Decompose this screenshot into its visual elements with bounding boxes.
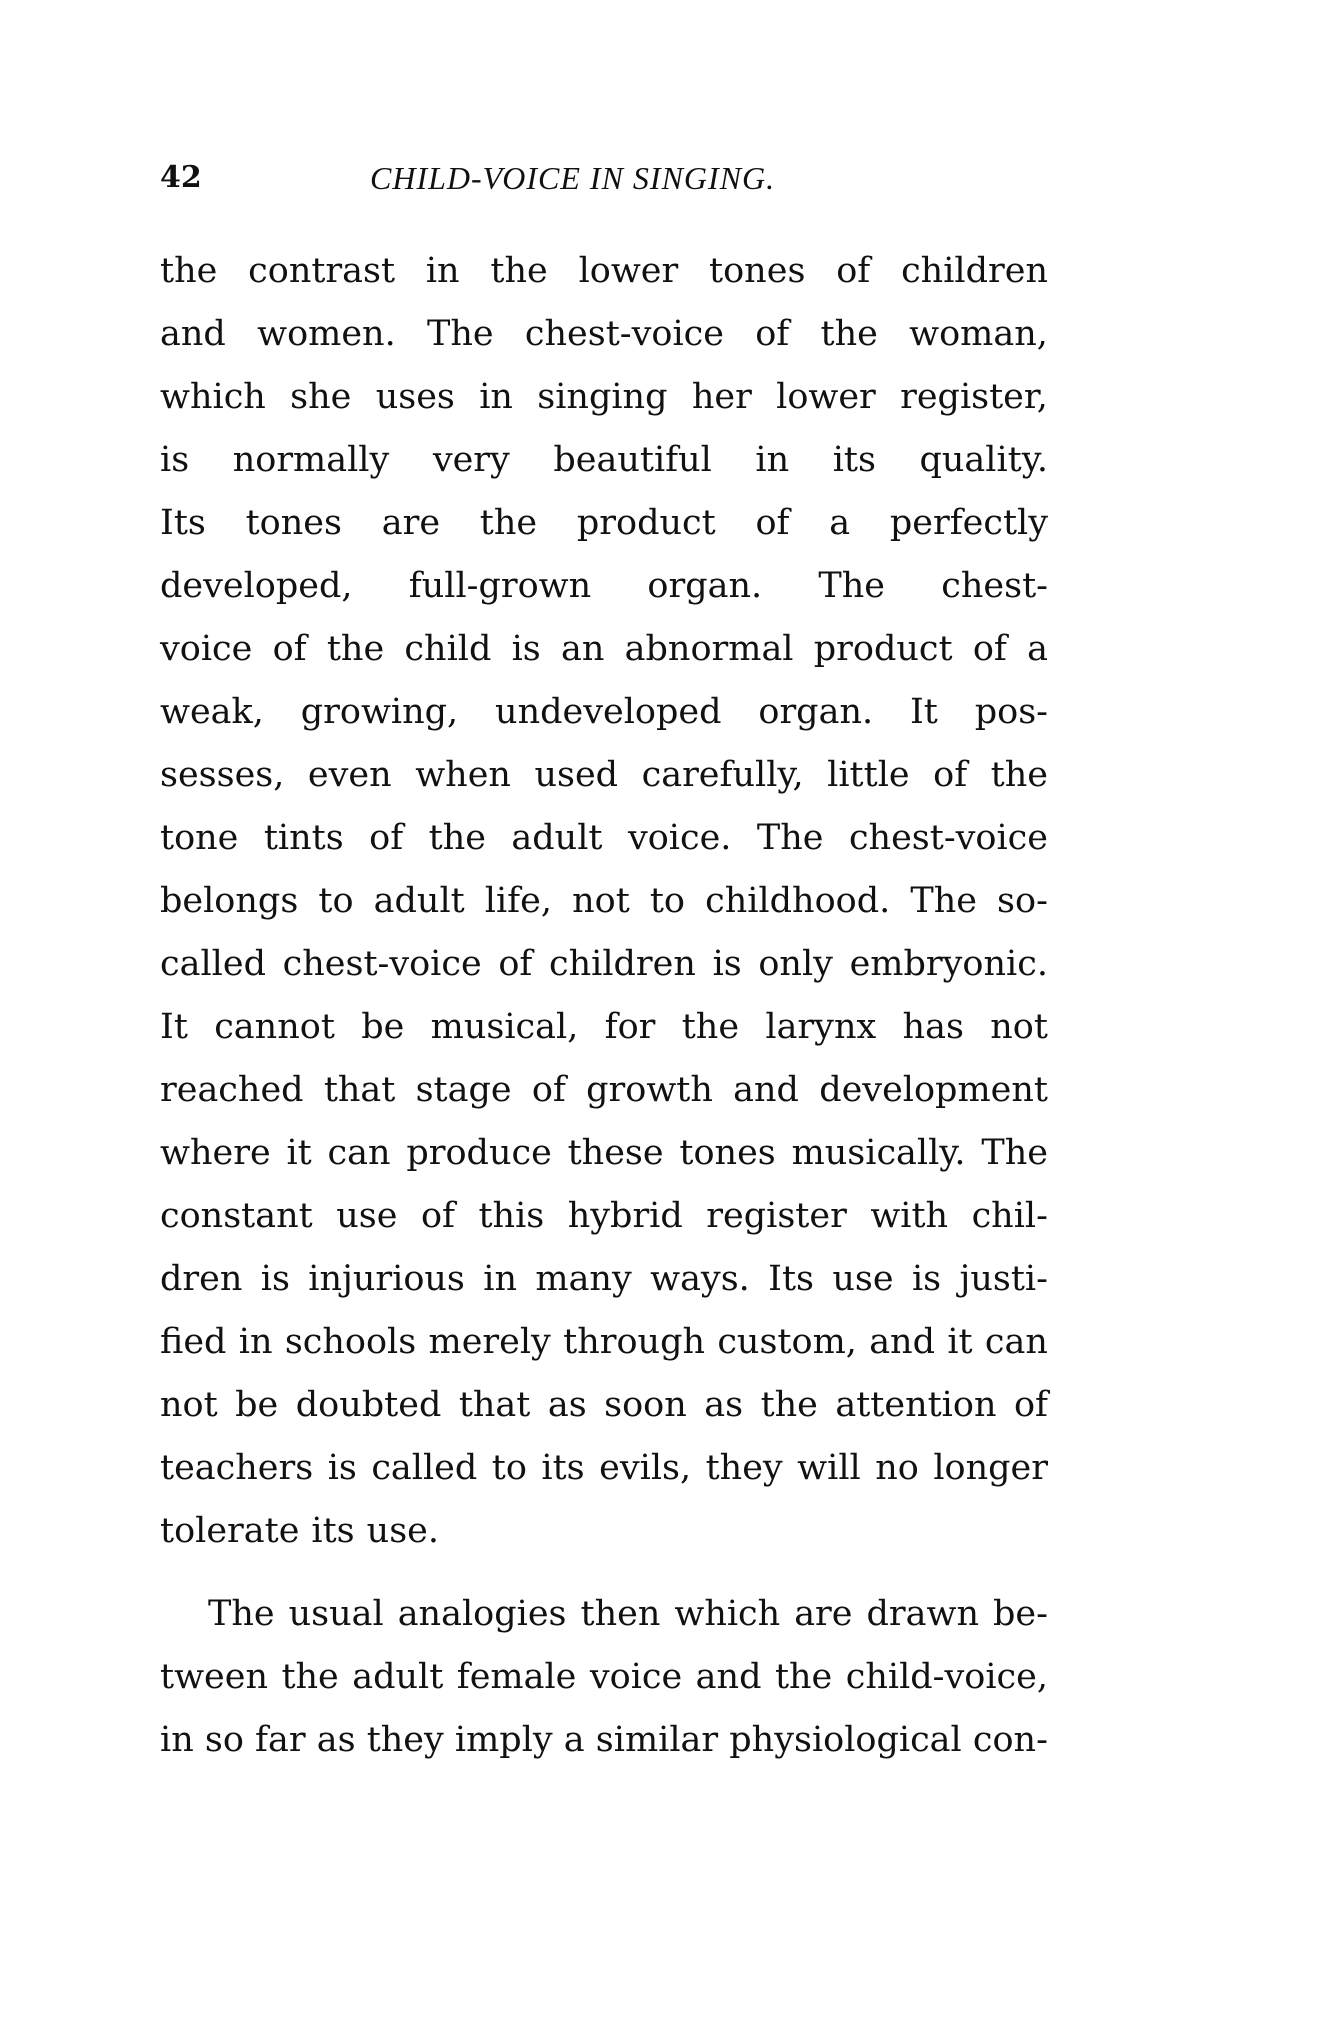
text-line: tween the adult female voice and the child-voice,	[160, 1657, 1048, 1697]
text-line: is normally very beautiful in its quality.	[160, 440, 1048, 480]
text-line: Its tones are the product of a perfectly	[160, 503, 1048, 543]
text-line: and women. The chest-voice of the woman,	[160, 314, 1048, 354]
text-line: teachers is called to its evils, they will no longer	[160, 1448, 1048, 1488]
body-text	[160, 240, 1048, 1772]
text-line: which she uses in singing her lower register,	[160, 377, 1048, 417]
text-line: belongs to adult life, not to childhood. The so-	[160, 881, 1048, 921]
text-line: the contrast in the lower tones of children	[160, 251, 1048, 291]
paragraph	[160, 240, 1048, 1563]
text-line: tolerate its use.	[160, 1511, 439, 1551]
running-title: CHILD-VOICE IN SINGING.	[370, 160, 776, 196]
text-line: The usual analogies then which are drawn be-	[208, 1594, 1048, 1634]
text-line: dren is injurious in many ways. Its use is justi-	[160, 1259, 1048, 1299]
text-line: in so far as they imply a similar physiological con-	[160, 1720, 1048, 1760]
paragraph	[160, 1583, 1048, 1772]
text-line: sesses, even when used carefully, little of the	[160, 755, 1048, 795]
text-line: fied in schools merely through custom, and it can	[160, 1322, 1048, 1362]
text-line: reached that stage of growth and development	[160, 1070, 1048, 1110]
text-line: not be doubted that as soon as the attention of	[160, 1385, 1048, 1425]
text-line: It cannot be musical, for the larynx has not	[160, 1007, 1048, 1047]
paragraph-gap	[160, 1563, 1048, 1583]
text-line: voice of the child is an abnormal product of a	[160, 629, 1048, 669]
text-line: called chest-voice of children is only embryonic.	[160, 944, 1048, 984]
text-line: tone tints of the adult voice. The chest-voice	[160, 818, 1048, 858]
text-line: weak, growing, undeveloped organ. It pos-	[160, 692, 1048, 732]
running-head	[160, 160, 1050, 204]
text-line: developed, full-grown organ. The chest-	[160, 566, 1048, 606]
text-line: constant use of this hybrid register with chil-	[160, 1196, 1048, 1236]
text-line: where it can produce these tones musically. The	[160, 1133, 1048, 1173]
page-number: 42	[160, 160, 202, 195]
